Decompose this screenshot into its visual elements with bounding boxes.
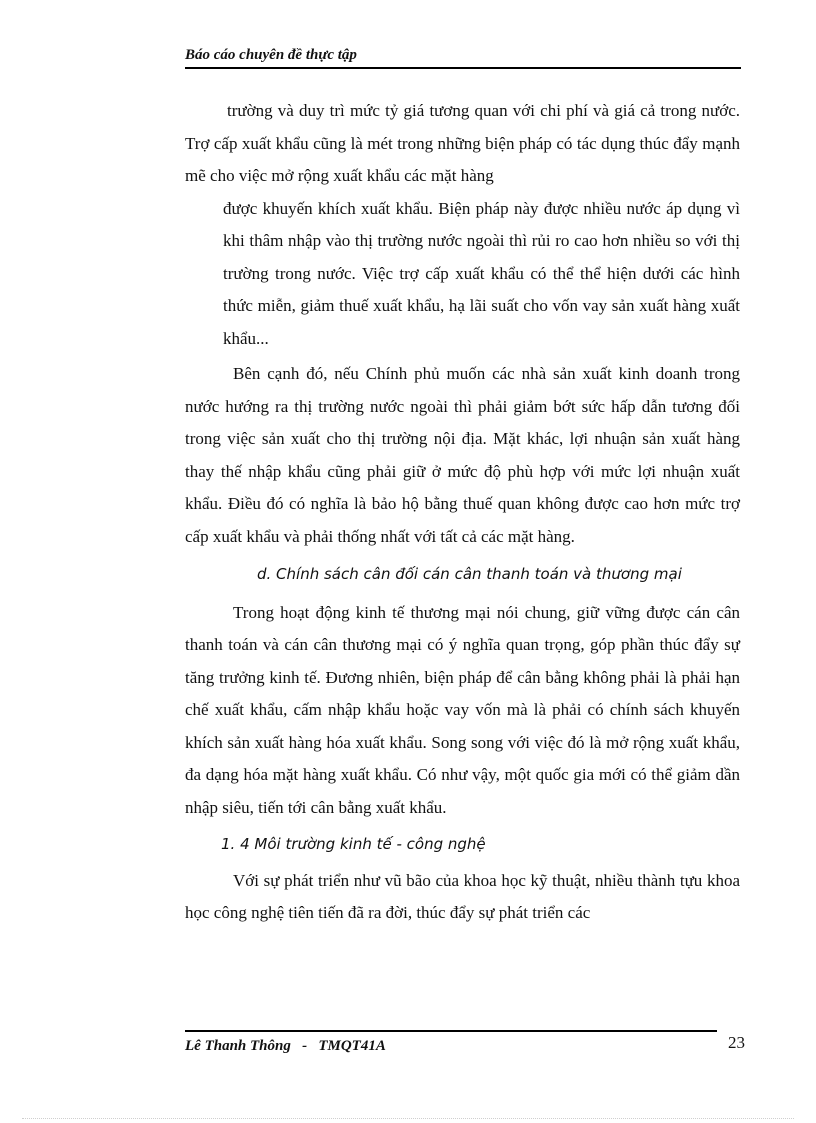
page-body — [185, 95, 740, 930]
page-edge-divider — [22, 1118, 794, 1119]
paragraph-trade-balance: Trong hoạt động kinh tế thương mại nói chung, giữ vững được cán cân thanh toán và cán cân thương mại có ý nghĩa quan trọng, góp phần thúc đẩy sự tăng trưởng kinh tế. Đương nhiên, biện pháp để cân bằng không phải là phải hạn chế xuất khẩu, cấm nhập khẩu hoặc vay vốn mà là phải có chính sách khuyến khích sản xuất hàng hóa xuất khẩu. Song song với việc đó là mở rộng xuất khẩu, đa dạng hóa mặt hàng xuất khẩu. Có như vậy, một quốc gia mới có thể giảm dần nhập siêu, tiến tới cân bằng xuất khẩu. — [185, 602, 740, 817]
paragraph-technology-development: Với sự phát triển như vũ bão của khoa học kỹ thuật, nhiều thành tựu khoa học công nghệ tiên tiến đã ra đời, thúc đẩy sự phát triển các — [185, 870, 740, 922]
paragraph-export-subsidy: trường và duy trì mức tỷ giá tương quan với chi phí và giá cả trong nước. Trợ cấp xuất khẩu cũng là mét trong những biện pháp có tác dụng thúc đẩy mạnh mẽ cho việc mở rộng xuất khẩu các mặt hàng — [185, 101, 740, 185]
header-divider — [185, 67, 741, 69]
paragraph-subsidy-forms: được khuyến khích xuất khẩu. Biện pháp này được nhiều nước áp dụng vì khi thâm nhập vào thị trường nước ngoài thì rủi ro cao hơn nhiều so với thị trường trong nước. Việc trợ cấp xuất khẩu có thể thể hiện dưới các hình thức miễn, giảm thuế xuất khẩu, hạ lãi suất cho vốn vay sản xuất hàng xuất khẩu... — [223, 198, 740, 348]
running-header: Báo cáo chuyên đề thực tập — [185, 47, 357, 63]
footer-author: Lê Thanh Thông - TMQT41A — [185, 1038, 386, 1054]
page-number: 23 — [728, 1033, 745, 1052]
paragraph-domestic-market: Bên cạnh đó, nếu Chính phủ muốn các nhà sản xuất kinh doanh trong nước hướng ra thị trường nước ngoài thì phải giảm bớt sức hấp dẫn tương đối trong việc sản xuất cho thị trường nội địa. Mặt khác, lợi nhuận sản xuất hàng thay thế nhập khẩu cũng phải giữ ở mức độ phù hợp với mức lợi nhuận xuất khẩu. Điều đó có nghĩa là bảo hộ bằng thuế quan không được cao hơn mức trợ cấp xuất khẩu và phải thống nhất với tất cả các mặt hàng. — [185, 364, 740, 546]
section-heading-economic-technology: 1. 4 Môi trường kinh tế - công nghệ — [221, 835, 486, 853]
running-footer — [185, 1033, 745, 1056]
section-heading-balance-policy: d. Chính sách cân đối cán cân thanh toán và thương mại — [257, 565, 682, 583]
footer-divider — [185, 1030, 717, 1032]
